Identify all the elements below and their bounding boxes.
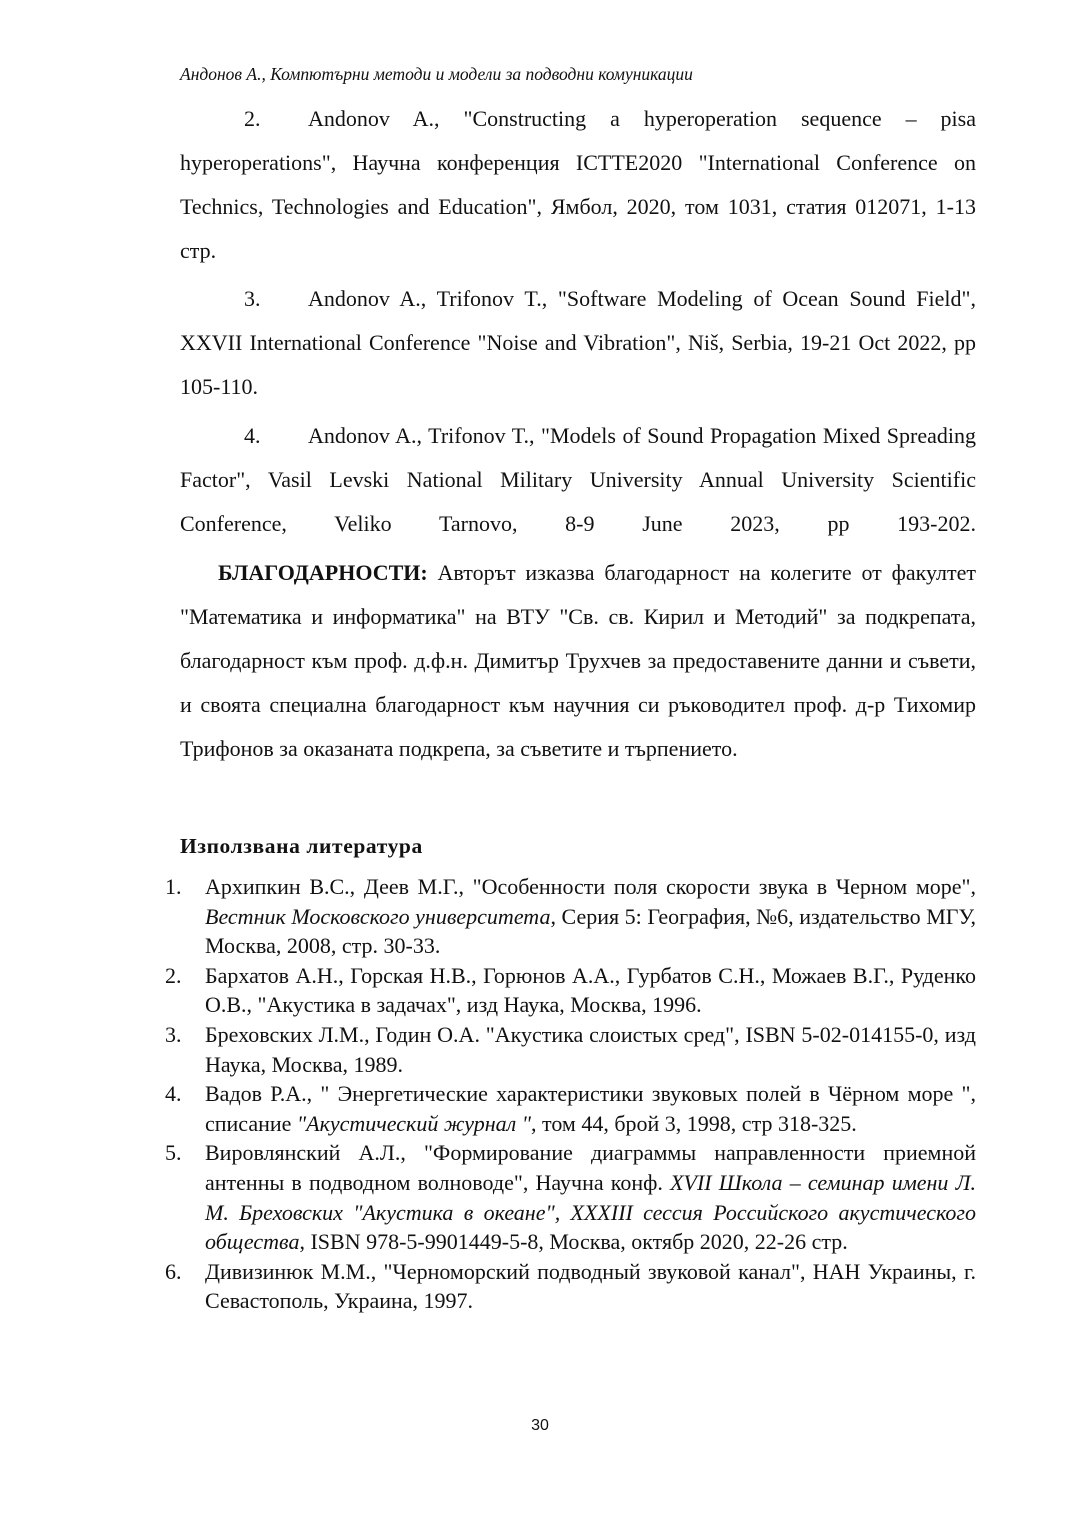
acknowledgements-text: Авторът изказва благодарност на колегите от факултет "Математика и информатика" на ВТУ "Св. св. Кирил и Методий" за подкрепата, благодарност към проф. д.ф.н. Димитър Трухчев за предоставените данни и съвети, и своята специална благодарност към научния си ръководител проф. д-р Тихомир Трифонов за оказаната подкрепа, за съветите и търпението. — [180, 560, 976, 761]
reference-text: Вадов Р.А., " Энергетические характеристики звуковых полей в Чёрном море ", списание — [205, 1081, 976, 1136]
reference-text: Архипкин В.С., Деев М.Г., "Особенности поля скорости звука в Черном море", — [205, 874, 976, 899]
reference-text-tail: , Серия 5: География, №6, издательство МГУ, Москва, 2008, стр. 30-33. — [205, 903, 976, 959]
publication-number: 4. — [244, 423, 261, 448]
page-number: 30 — [531, 1417, 549, 1434]
reference-list — [165, 872, 976, 1316]
reference-number: 5. — [165, 1140, 182, 1166]
publication-item — [180, 414, 976, 546]
reference-source-title: Вестник Московского университета — [205, 903, 551, 929]
reference-number: 4. — [165, 1081, 182, 1107]
reference-text: Бархатов А.Н., Горская Н.В., Горюнов А.А., Гурбатов С.Н., Можаев В.Г., Руденко О.В., "Акустика в задачах", изд Наука, Москва, 1996. — [205, 962, 976, 1018]
publication-item — [180, 277, 976, 409]
reference-item — [165, 1257, 976, 1316]
reference-number: 1. — [165, 874, 182, 899]
reference-item — [165, 872, 976, 961]
reference-text: Бреховских Л.М., Годин О.А. "Акустика слоистых сред", ISBN 5-02-014155-0, изд Наука, Москва, 1989. — [205, 1021, 976, 1077]
reference-text-tail: , ISBN 978-5-9901449-5-8, Москва, октябр 2020, 22-26 стр. — [299, 1229, 848, 1255]
reference-source-title: "Акустический журнал " — [296, 1110, 532, 1136]
reference-number: 3. — [165, 1021, 182, 1047]
reference-text-tail: , том 44, брой 3, 1998, стр 318-325. — [531, 1110, 857, 1136]
publication-number: 2. — [244, 106, 261, 131]
reference-text: Вировлянский А.Л., "Формирование диаграммы направленности приемной антенны в подводном волноводе", Научна конф. — [205, 1140, 976, 1195]
reference-text: Дивизинюк М.М., "Черноморский подводный звуковой канал", НАН Украины, г. Севастополь, Украина, 1997. — [205, 1258, 976, 1314]
acknowledgements-paragraph — [180, 551, 976, 771]
reference-source-title: XVII Школа – семинар имени Л. М. Бреховских "Акустика в океане", XXXIII сессия Российского акустического общества — [205, 1169, 976, 1255]
publication-text: Andonov A., Trifonov T., "Software Modeling of Ocean Sound Field", XXVII International Conference "Noise and Vibration", Niš, Serbia, 19-21 Oct 2022, pp 105-110. — [180, 286, 976, 399]
acknowledgements-label: БЛАГОДАРНОСТИ: — [218, 560, 428, 585]
publication-text: Andonov A., Trifonov T., "Models of Sound Propagation Mixed Spreading Factor", Vasil Levski National Military University Annual University Scientific Conference, Veliko Tarnovo, 8-9 June 2023, pp 193-202. — [180, 423, 976, 536]
literature-heading: Използвана литература — [180, 834, 423, 858]
reference-item — [165, 961, 976, 1020]
reference-item — [165, 1020, 976, 1079]
reference-number: 6. — [165, 1258, 182, 1284]
running-header: Андонов А., Компютърни методи и модели за подводни комуникации — [180, 64, 693, 84]
reference-item — [165, 1079, 976, 1138]
publication-text: Andonov A., "Constructing a hyperoperation sequence – pisa hyperoperations", Научна конференция ICTTE2020 "International Conference on Technics, Technologies and Education", Ямбол, 2020, том 1031, статия 012071, 1-13 стр. — [180, 106, 976, 263]
publication-number: 3. — [244, 286, 261, 311]
reference-item — [165, 1138, 976, 1256]
publication-item — [180, 97, 976, 273]
reference-number: 2. — [165, 962, 182, 988]
